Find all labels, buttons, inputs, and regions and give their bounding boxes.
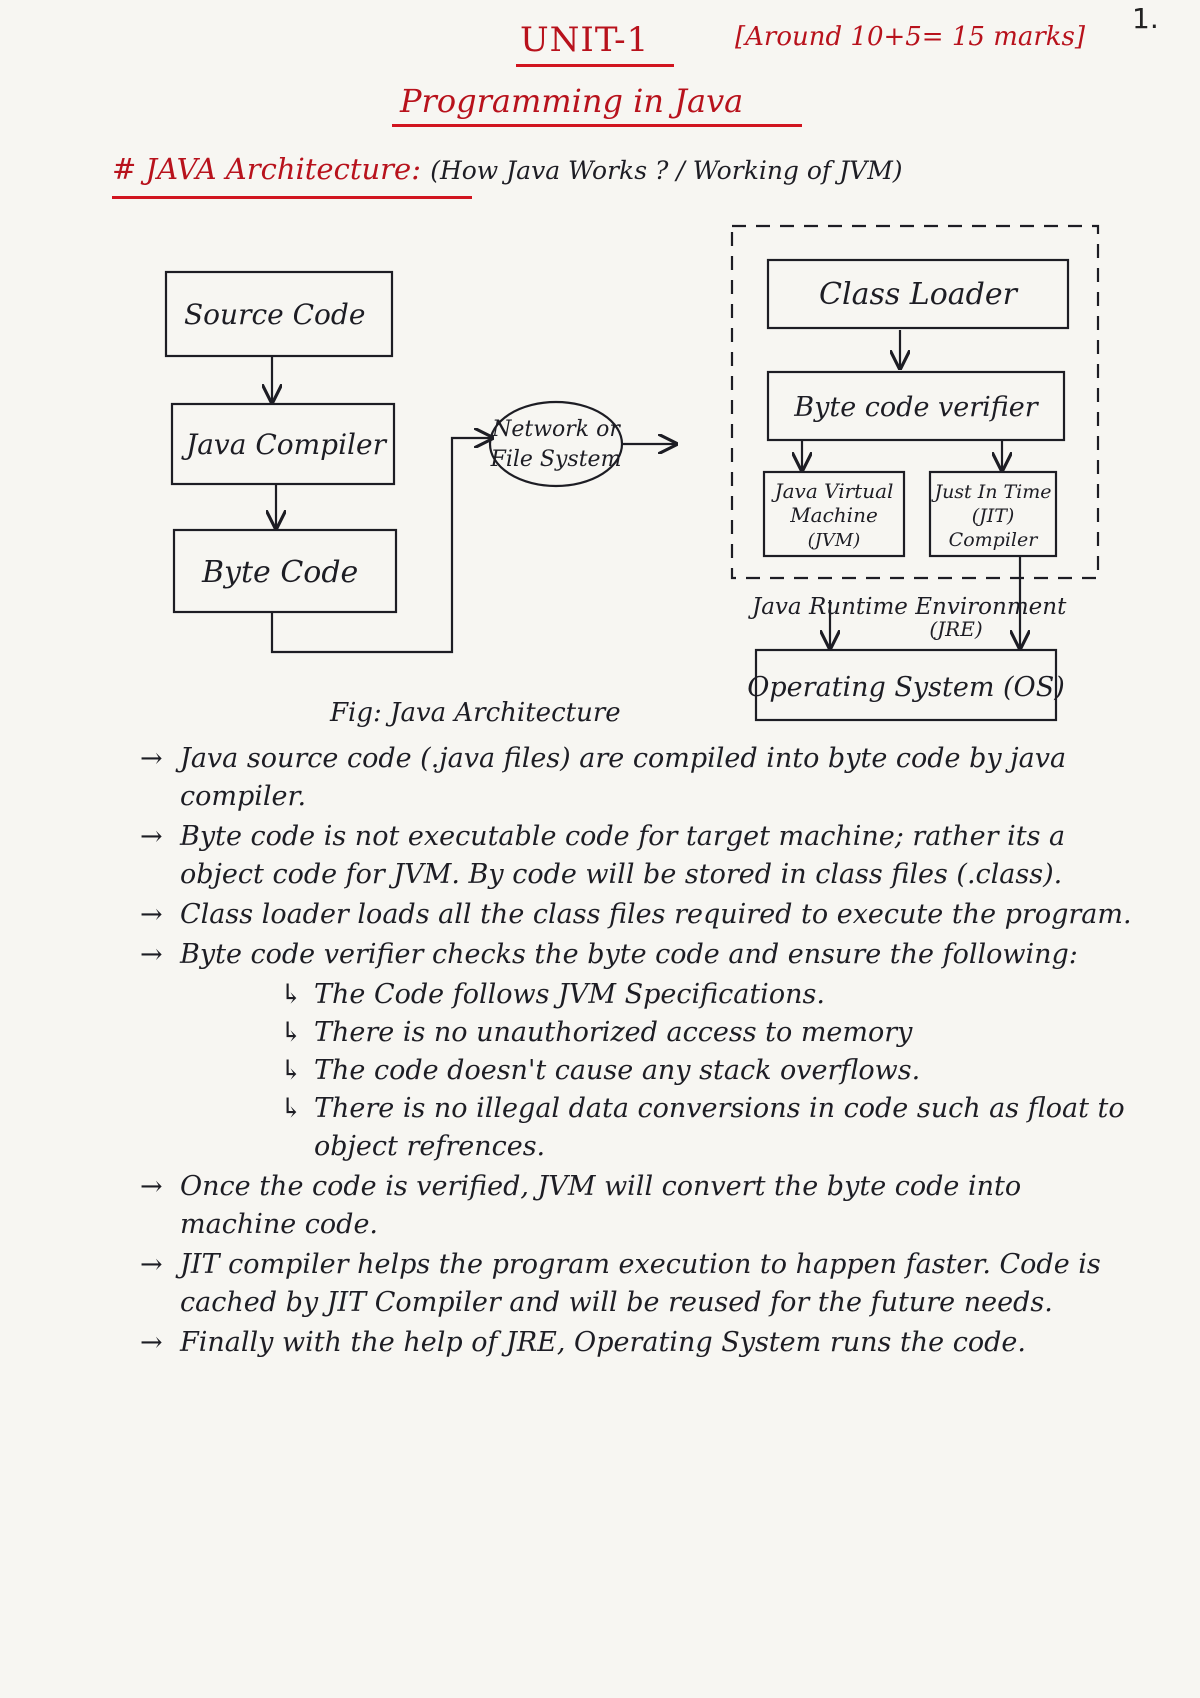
byte-code-verifier-label: Byte code verifier — [794, 392, 1038, 423]
byte-code-label: Byte Code — [202, 555, 359, 590]
jvm-label-line1: Java Virtual — [774, 479, 894, 503]
jit-label-line1: Just In Time — [934, 481, 1052, 503]
jit-label-line3: Compiler — [948, 529, 1038, 551]
sub-note-item — [280, 1052, 1140, 1090]
arrow-icon: → — [140, 1327, 163, 1358]
java-architecture-diagram — [0, 0, 1200, 740]
note-text: Byte code verifier checks the byte code and ensure the following: — [180, 939, 1078, 970]
note-item — [140, 936, 1140, 974]
note-item — [140, 896, 1140, 934]
jvm-label-line2: Machine — [790, 503, 878, 527]
sub-arrow-icon: ↳ — [280, 1055, 303, 1086]
note-item — [140, 1324, 1140, 1362]
class-loader-label: Class Loader — [819, 277, 1017, 312]
figure-caption: Fig: Java Architecture — [330, 698, 621, 728]
subject-title: Programming in Java — [400, 82, 744, 120]
page-number: 1. — [1132, 2, 1159, 35]
network-file-system-node — [490, 402, 622, 486]
arrow-icon: → — [140, 899, 163, 930]
unit-title: UNIT-1 — [520, 20, 650, 60]
note-item — [140, 1168, 1140, 1244]
marks-note: [Around 10+5= 15 marks] — [735, 22, 1086, 52]
sub-note-text: There is no unauthorized access to memory — [314, 1017, 913, 1048]
jit-label-line2: (JIT) — [971, 505, 1015, 527]
network-label-line2: File System — [490, 447, 622, 472]
note-text: Once the code is verified, JVM will convert the byte code into machine code. — [180, 1171, 1022, 1240]
jvm-label-line3: (JVM) — [807, 530, 861, 551]
arrow-bytecode-to-network — [272, 438, 492, 652]
sub-note-text: The Code follows JVM Specifications. — [314, 979, 825, 1010]
verifier-checks-list — [280, 976, 1140, 1166]
note-text: Java source code (.java files) are compiled into byte code by java compiler. — [180, 743, 1067, 812]
arrow-icon: → — [140, 821, 163, 852]
sub-arrow-icon: ↳ — [280, 979, 303, 1010]
jre-label-line2: (JRE) — [929, 617, 983, 641]
sub-note-item — [280, 1090, 1140, 1166]
source-code-label: Source Code — [184, 298, 366, 331]
sub-note-item — [280, 976, 1140, 1014]
note-item — [140, 740, 1140, 816]
note-text: JIT compiler helps the program execution to happen faster. Code is cached by JIT Compiler and will be reused for the future needs. — [180, 1249, 1101, 1318]
note-text: Class loader loads all the class files required to execute the program. — [180, 899, 1132, 930]
sub-note-item — [280, 1014, 1140, 1052]
sub-arrow-icon: ↳ — [280, 1093, 303, 1124]
note-item — [140, 1246, 1140, 1322]
java-compiler-label: Java Compiler — [186, 428, 386, 461]
arrow-icon: → — [140, 1171, 163, 1202]
sub-arrow-icon: ↳ — [280, 1017, 303, 1048]
note-text: Byte code is not executable code for target machine; rather its a object code for JVM. By code will be stored in class files (.class). — [180, 821, 1066, 890]
os-label: Operating System (OS) — [747, 672, 1065, 703]
section-title: # JAVA Architecture: — [112, 152, 421, 186]
sub-note-text: There is no illegal data conversions in code such as float to object refrences. — [314, 1093, 1125, 1162]
notes-body — [140, 740, 1140, 1364]
arrow-icon: → — [140, 743, 163, 774]
note-item — [140, 818, 1140, 894]
jre-label-line1: Java Runtime Environment — [752, 594, 1067, 620]
section-subtitle: (How Java Works ? / Working of JVM) — [430, 156, 903, 185]
arrow-icon: → — [140, 1249, 163, 1280]
sub-note-text: The code doesn't cause any stack overflows. — [314, 1055, 921, 1086]
arrow-icon: → — [140, 939, 163, 970]
note-text: Finally with the help of JRE, Operating System runs the code. — [180, 1327, 1026, 1358]
network-label-line1: Network or — [492, 417, 620, 442]
